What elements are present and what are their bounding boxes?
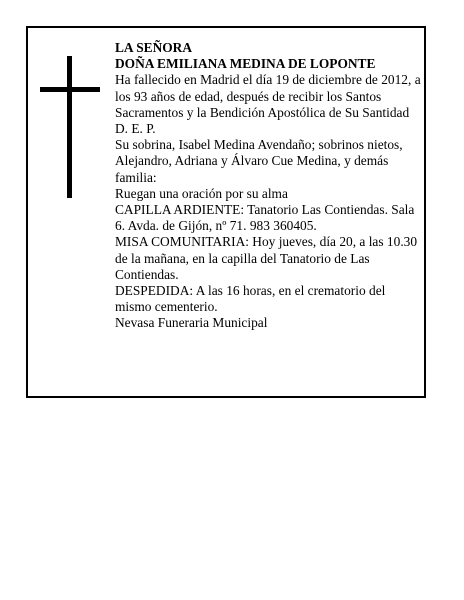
prayer-request: Ruegan una oración por su alma — [115, 185, 288, 201]
obituary-text — [115, 40, 423, 332]
cross-horizontal-bar — [40, 87, 100, 92]
deceased-title: LA SEÑORA — [115, 40, 193, 55]
family-line: Su sobrina, Isabel Medina Avendaño; sobrinos nietos, Alejandro, Adriana y Álvaro Cue Medina, y demás familia: — [115, 137, 403, 185]
death-announcement: Ha fallecido en Madrid el día 19 de diciembre de 2012, a los 93 años de edad, después de recibir los Santos Sacramentos y la Bendición Apostólica de Su Santidad — [115, 72, 421, 120]
chapel-info: CAPILLA ARDIENTE: Tanatorio Las Contiendas. Sala 6. Avda. de Gijón, nº 71. 983 360405. — [115, 202, 415, 234]
obituary-notice — [26, 26, 426, 398]
cross-icon — [40, 56, 100, 198]
funeral-home: Nevasa Funeraria Municipal — [115, 315, 268, 331]
rip-line: D. E. P. — [115, 121, 156, 137]
mass-info: MISA COMUNITARIA: Hoy jueves, día 20, a las 10.30 de la mañana, en la capilla del Tanatorio de Las Contiendas. — [115, 234, 418, 282]
farewell-info: DESPEDIDA: A las 16 horas, en el crematorio del mismo cementerio. — [115, 283, 386, 315]
deceased-name: DOÑA EMILIANA MEDINA DE LOPONTE — [115, 56, 376, 72]
cross-vertical-bar — [67, 56, 72, 198]
